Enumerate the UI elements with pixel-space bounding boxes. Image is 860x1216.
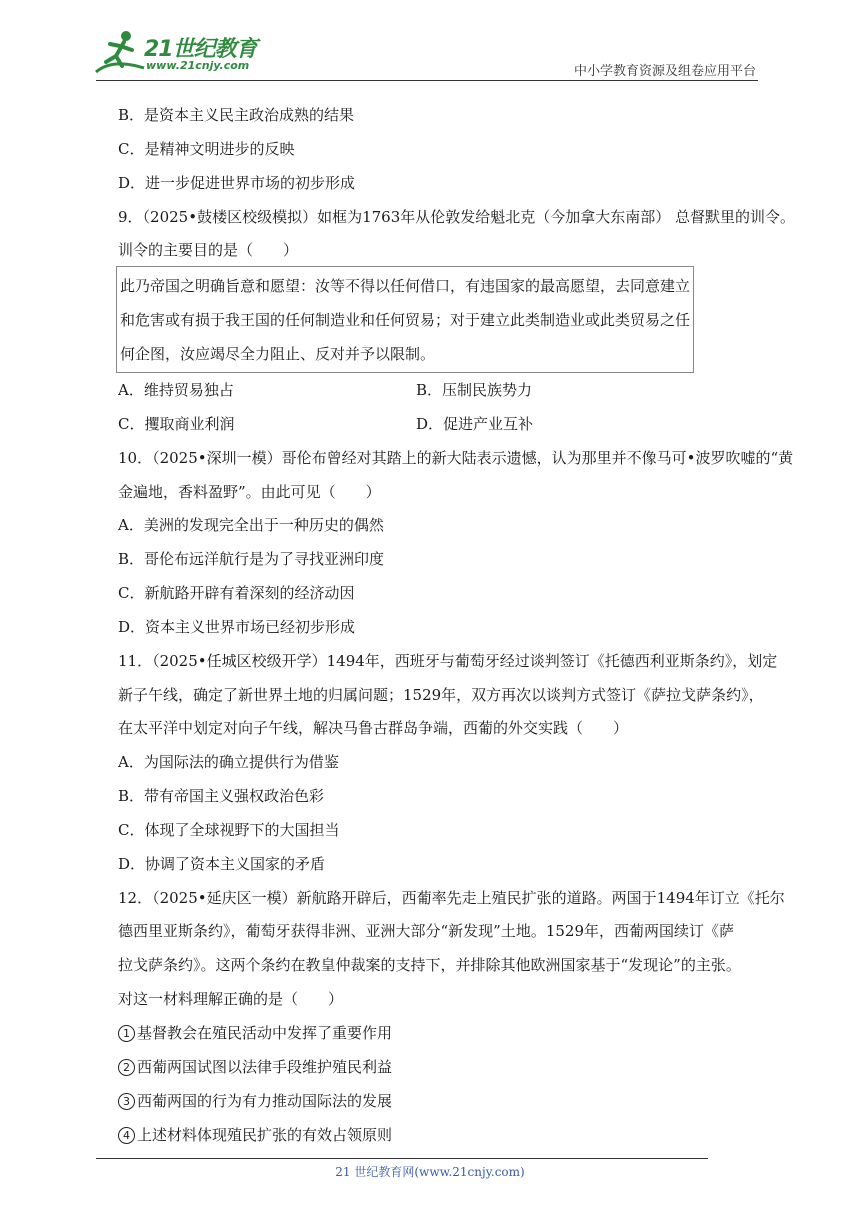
statement-text: 西葡两国的行为有力推动国际法的发展	[137, 1092, 393, 1110]
statement-text: 基督教会在殖民活动中发挥了重要作用	[137, 1024, 393, 1042]
logo-text: 21世纪教育	[144, 37, 257, 62]
q11-stem-line2: 新子午线，确定了新世界土地的归属问题；1529年，双方再次以谈判方式签订《萨拉戈萨条约》，	[118, 686, 764, 704]
q10-stem-line1: 10．（2025•深圳一模）哥伦布曾经对其踏上的新大陆表示遗憾，认为那里并不像马可•波罗吹嘘的“黄	[118, 449, 794, 467]
logo	[92, 28, 262, 80]
q10-option-a: A．美洲的发现完全出于一种历史的偶然	[118, 516, 384, 534]
footer-divider	[96, 1158, 708, 1159]
statement-text: 西葡两国试图以法律手段维护殖民利益	[137, 1058, 393, 1076]
footer-link[interactable]: 21 世纪教育网(www.21cnjy.com)	[335, 1165, 525, 1179]
circled-number: 3	[118, 1093, 135, 1110]
header-divider	[96, 80, 758, 81]
q10-option-d: D．资本主义世界市场已经初步形成	[118, 618, 356, 636]
q9-option-b: B．压制民族势力	[416, 381, 533, 399]
q12-stem-line4: 对这一材料理解正确的是（ ）	[118, 990, 344, 1008]
q12-statement-2	[118, 1057, 392, 1077]
q12-statement-4	[118, 1125, 392, 1145]
q12-statement-1	[118, 1023, 392, 1043]
q11-option-a: A．为国际法的确立提供行为借鉴	[118, 753, 339, 771]
q10-stem-line2: 金遍地，香料盈野”。由此可见（ ）	[118, 483, 381, 501]
q9-option-d: D．促进产业互补	[416, 415, 534, 433]
circled-number: 1	[118, 1025, 135, 1042]
statement-text: 上述材料体现殖民扩张的有效占领原则	[137, 1126, 393, 1144]
circled-number: 4	[118, 1127, 135, 1144]
q9-stem-line2: 训令的主要目的是（ ）	[118, 241, 299, 259]
q11-stem-line3: 在太平洋中划定对向子午线，解决马鲁古群岛争端，西葡的外交实践（ ）	[118, 719, 629, 737]
q12-statement-3	[118, 1091, 392, 1111]
q12-stem-line2: 德西里亚斯条约》，葡萄牙获得非洲、亚洲大部分“新发现”土地。1529年，西葡两国续订《萨	[118, 922, 735, 940]
prev-option-c: C．是精神文明进步的反映	[118, 140, 295, 158]
circled-number: 2	[118, 1059, 135, 1076]
prev-option-b: B．是资本主义民主政治成熟的结果	[118, 106, 355, 124]
page-header	[0, 0, 860, 90]
q11-option-b: B．带有帝国主义强权政治色彩	[118, 787, 325, 805]
header-platform-text: 中小学教育资源及组卷应用平台	[573, 64, 756, 79]
q9-material-line: 和危害或有损于我王国的任何制造业和任何贸易；对于建立此类制造业或此类贸易之任	[120, 311, 691, 329]
q9-stem-line1: 9．（2025•鼓楼区校级模拟）如框为1763年从伦敦发给魁北克（今加拿大东南部） 总督默里的训令。	[118, 208, 796, 226]
q9-option-c: C．攫取商业利润	[118, 415, 235, 433]
q12-stem-line3: 拉戈萨条约》。这两个条约在教皇仲裁案的支持下，并排除其他欧洲国家基于“发现论”的主张。	[118, 956, 741, 974]
runner-icon	[92, 28, 148, 78]
q11-stem-line1: 11．（2025•任城区校级开学）1494年，西班牙与葡萄牙经过谈判签订《托德西利亚斯条约》，划定	[118, 652, 778, 670]
q11-option-c: C．体现了全球视野下的大国担当	[118, 821, 340, 839]
q11-option-d: D．协调了资本主义国家的矛盾	[118, 855, 326, 873]
q9-material-line: 何企图，汝应竭尽全力阻止、反对并予以限制。	[120, 345, 436, 363]
q9-option-a: A．维持贸易独占	[118, 381, 234, 399]
q12-stem-line1: 12．（2025•延庆区一模）新航路开辟后，西葡率先走上殖民扩张的道路。两国于1494年订立《托尔	[118, 889, 785, 907]
q10-option-b: B．哥伦布远洋航行是为了寻找亚洲印度	[118, 550, 385, 568]
prev-option-d: D．进一步促进世界市场的初步形成	[118, 174, 356, 192]
q10-option-c: C．新航路开辟有着深刻的经济动因	[118, 584, 355, 602]
logo-url: www.21cnjy.com	[146, 59, 250, 72]
q9-material-line: 此乃帝国之明确旨意和愿望：汝等不得以任何借口，有违国家的最高愿望，去同意建立	[120, 277, 691, 295]
